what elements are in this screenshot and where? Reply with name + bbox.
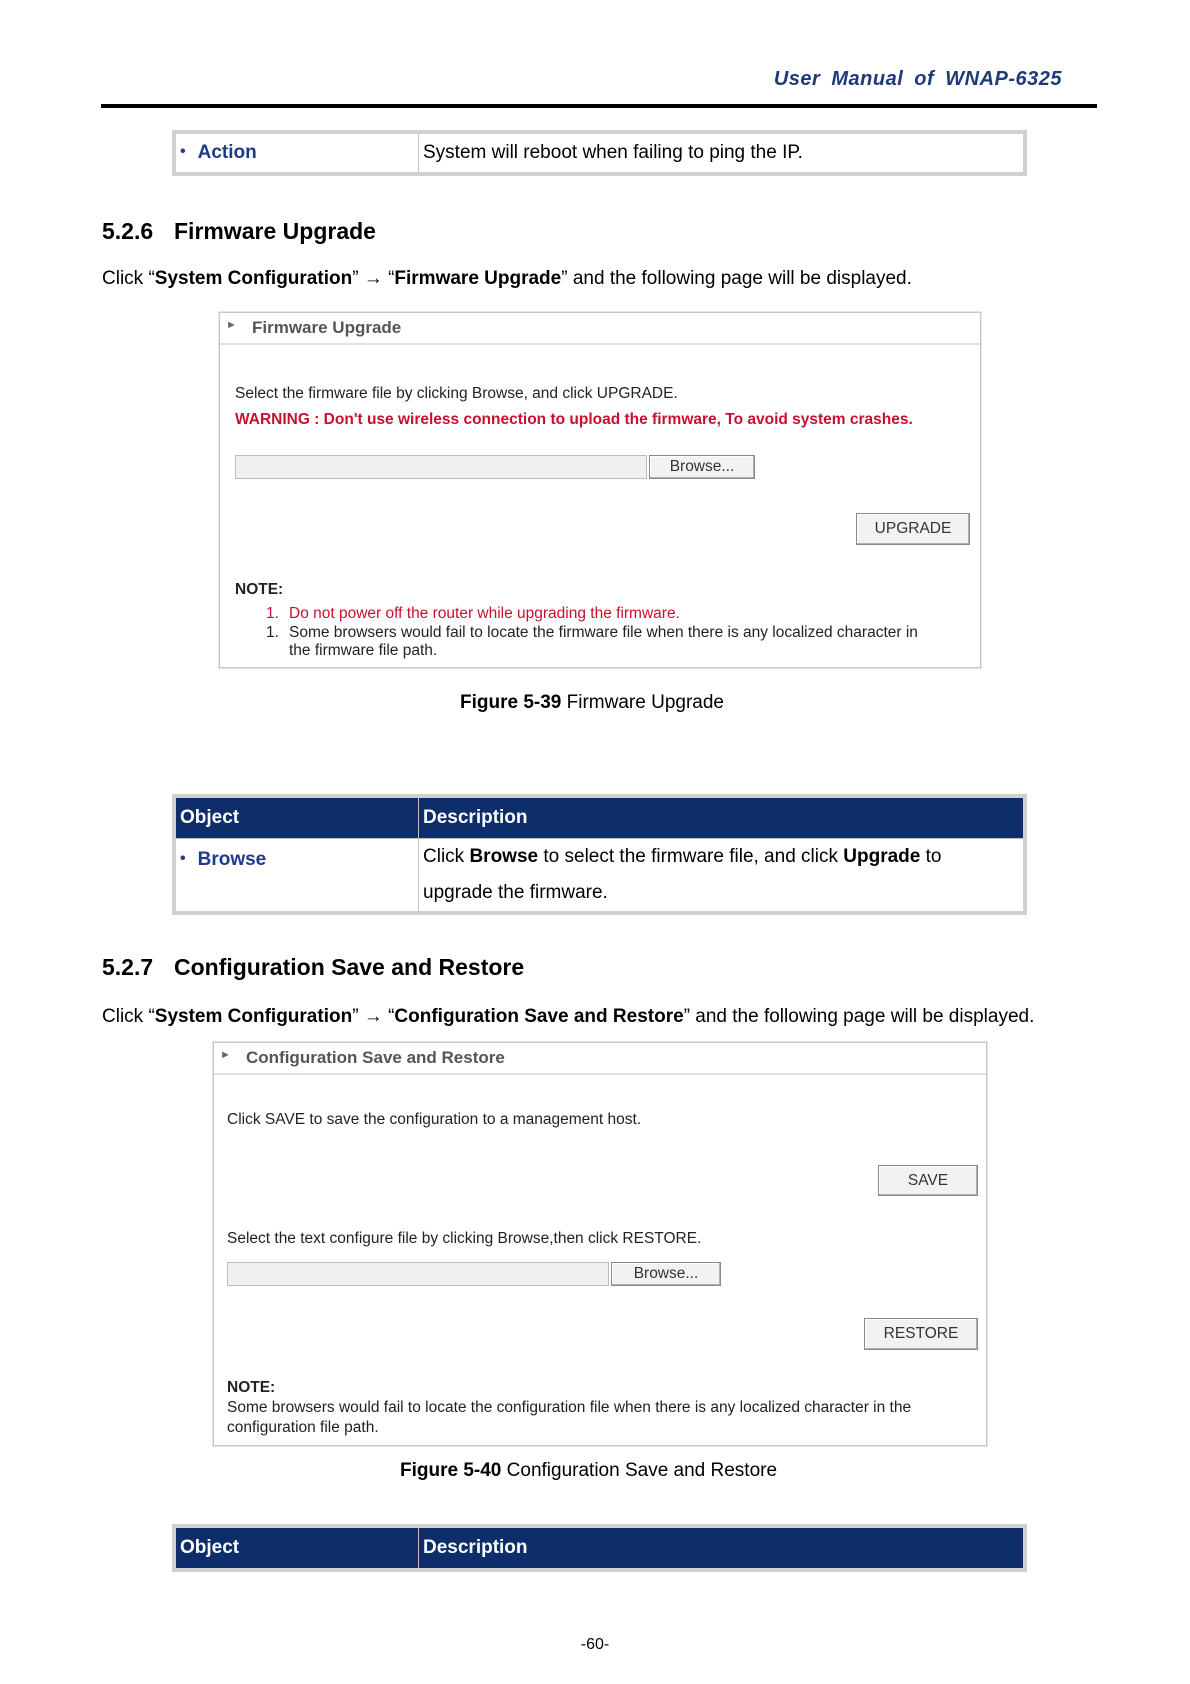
header-description: Description	[419, 1526, 1026, 1570]
section-number: 5.2.6	[102, 218, 154, 244]
intro-paragraph-firmware	[102, 268, 912, 290]
panel-title: Configuration Save and Restore	[246, 1048, 505, 1067]
page-number: -60-	[580, 1636, 610, 1653]
note-number: 1.	[266, 605, 279, 622]
figure-caption-40	[400, 1460, 777, 1482]
config-save-restore-panel	[213, 1042, 987, 1446]
firmware-file-input[interactable]	[235, 455, 647, 479]
firmware-warning: WARNING : Don't use wireless connection to upload the firmware, To avoid system crashes.	[235, 411, 913, 428]
intro-bold: Configuration Save and Restore	[394, 1006, 684, 1027]
figure-text: Configuration Save and Restore	[506, 1460, 778, 1481]
note-browser-line1: Some browsers would fail to locate the firmware file when there is any localized character in	[289, 624, 918, 641]
description-cell: System will reboot when failing to ping the IP.	[419, 132, 1026, 174]
manual-title: User Manual of WNAP-6325	[773, 68, 1062, 90]
figure-text: Firmware Upgrade	[566, 692, 724, 713]
desc-text: Click	[423, 846, 470, 867]
panel-header	[220, 313, 980, 345]
intro-text: ” → “	[352, 1006, 395, 1027]
header-description: Description	[419, 796, 1026, 839]
note-number: 1.	[266, 624, 279, 641]
object-cell	[174, 132, 419, 174]
section-title: Firmware Upgrade	[174, 218, 376, 244]
section-title: Configuration Save and Restore	[174, 954, 525, 980]
intro-text: ” and the following page will be displayed.	[683, 1006, 1035, 1027]
intro-text: ” and the following page will be displayed.	[561, 268, 912, 289]
desc-bold: Upgrade	[843, 846, 921, 867]
section-heading-firmware	[102, 218, 376, 245]
object-cell	[174, 839, 419, 914]
panel-header	[214, 1043, 986, 1075]
save-button[interactable]: SAVE	[878, 1165, 978, 1196]
intro-text: Click “	[102, 1006, 155, 1027]
figure-label: Figure 5-40	[400, 1460, 502, 1481]
object-action: • Action	[180, 142, 257, 163]
intro-paragraph-config	[102, 1006, 1034, 1028]
note-line1: Some browsers would fail to locate the configuration file when there is any localized character in the	[227, 1399, 912, 1416]
intro-bold: Firmware Upgrade	[394, 268, 562, 289]
note-browser-line2: the firmware file path.	[289, 642, 438, 659]
figure-caption-39	[460, 692, 724, 714]
firmware-instruction: Select the firmware file by clicking Browse, and click UPGRADE.	[235, 385, 678, 402]
save-instruction: Click SAVE to save the configuration to a management host.	[227, 1111, 642, 1128]
browse-button[interactable]: Browse...	[611, 1262, 721, 1286]
intro-text: Click “	[102, 268, 155, 289]
triangle-right-icon: ►	[220, 1049, 231, 1061]
intro-bold: System Configuration	[154, 268, 353, 289]
header-object: Object	[174, 1526, 419, 1570]
section-number: 5.2.7	[102, 954, 154, 980]
note-label: NOTE:	[235, 581, 284, 598]
config-file-input[interactable]	[227, 1262, 609, 1286]
object-browse: • Browse	[180, 849, 266, 870]
restore-button[interactable]: RESTORE	[864, 1318, 978, 1350]
header-object: Object	[174, 796, 419, 839]
note-power-off: Do not power off the router while upgrading the firmware.	[289, 605, 680, 622]
browse-button[interactable]: Browse...	[649, 455, 755, 479]
restore-instruction: Select the text configure file by clicking Browse,then click RESTORE.	[227, 1230, 702, 1247]
header-rule	[101, 104, 1097, 108]
triangle-right-icon: ►	[226, 319, 237, 331]
note-line2: configuration file path.	[227, 1419, 379, 1436]
section-heading-config	[102, 954, 524, 981]
desc-text: to select the firmware file, and click	[538, 846, 844, 867]
desc-text: to	[920, 846, 942, 867]
upgrade-button[interactable]: UPGRADE	[856, 513, 970, 545]
intro-text: ” → “	[352, 268, 395, 289]
action-table	[172, 130, 1027, 176]
intro-bold: System Configuration	[154, 1006, 353, 1027]
desc-bold: Browse	[469, 846, 539, 867]
panel-title: Firmware Upgrade	[252, 318, 402, 337]
figure-label: Figure 5-39	[460, 692, 562, 713]
note-label: NOTE:	[227, 1379, 276, 1396]
browse-table	[172, 794, 1027, 915]
description-cell	[419, 839, 1026, 914]
firmware-upgrade-panel	[219, 312, 981, 668]
desc-text: upgrade the firmware.	[423, 882, 608, 903]
config-table	[172, 1524, 1027, 1572]
